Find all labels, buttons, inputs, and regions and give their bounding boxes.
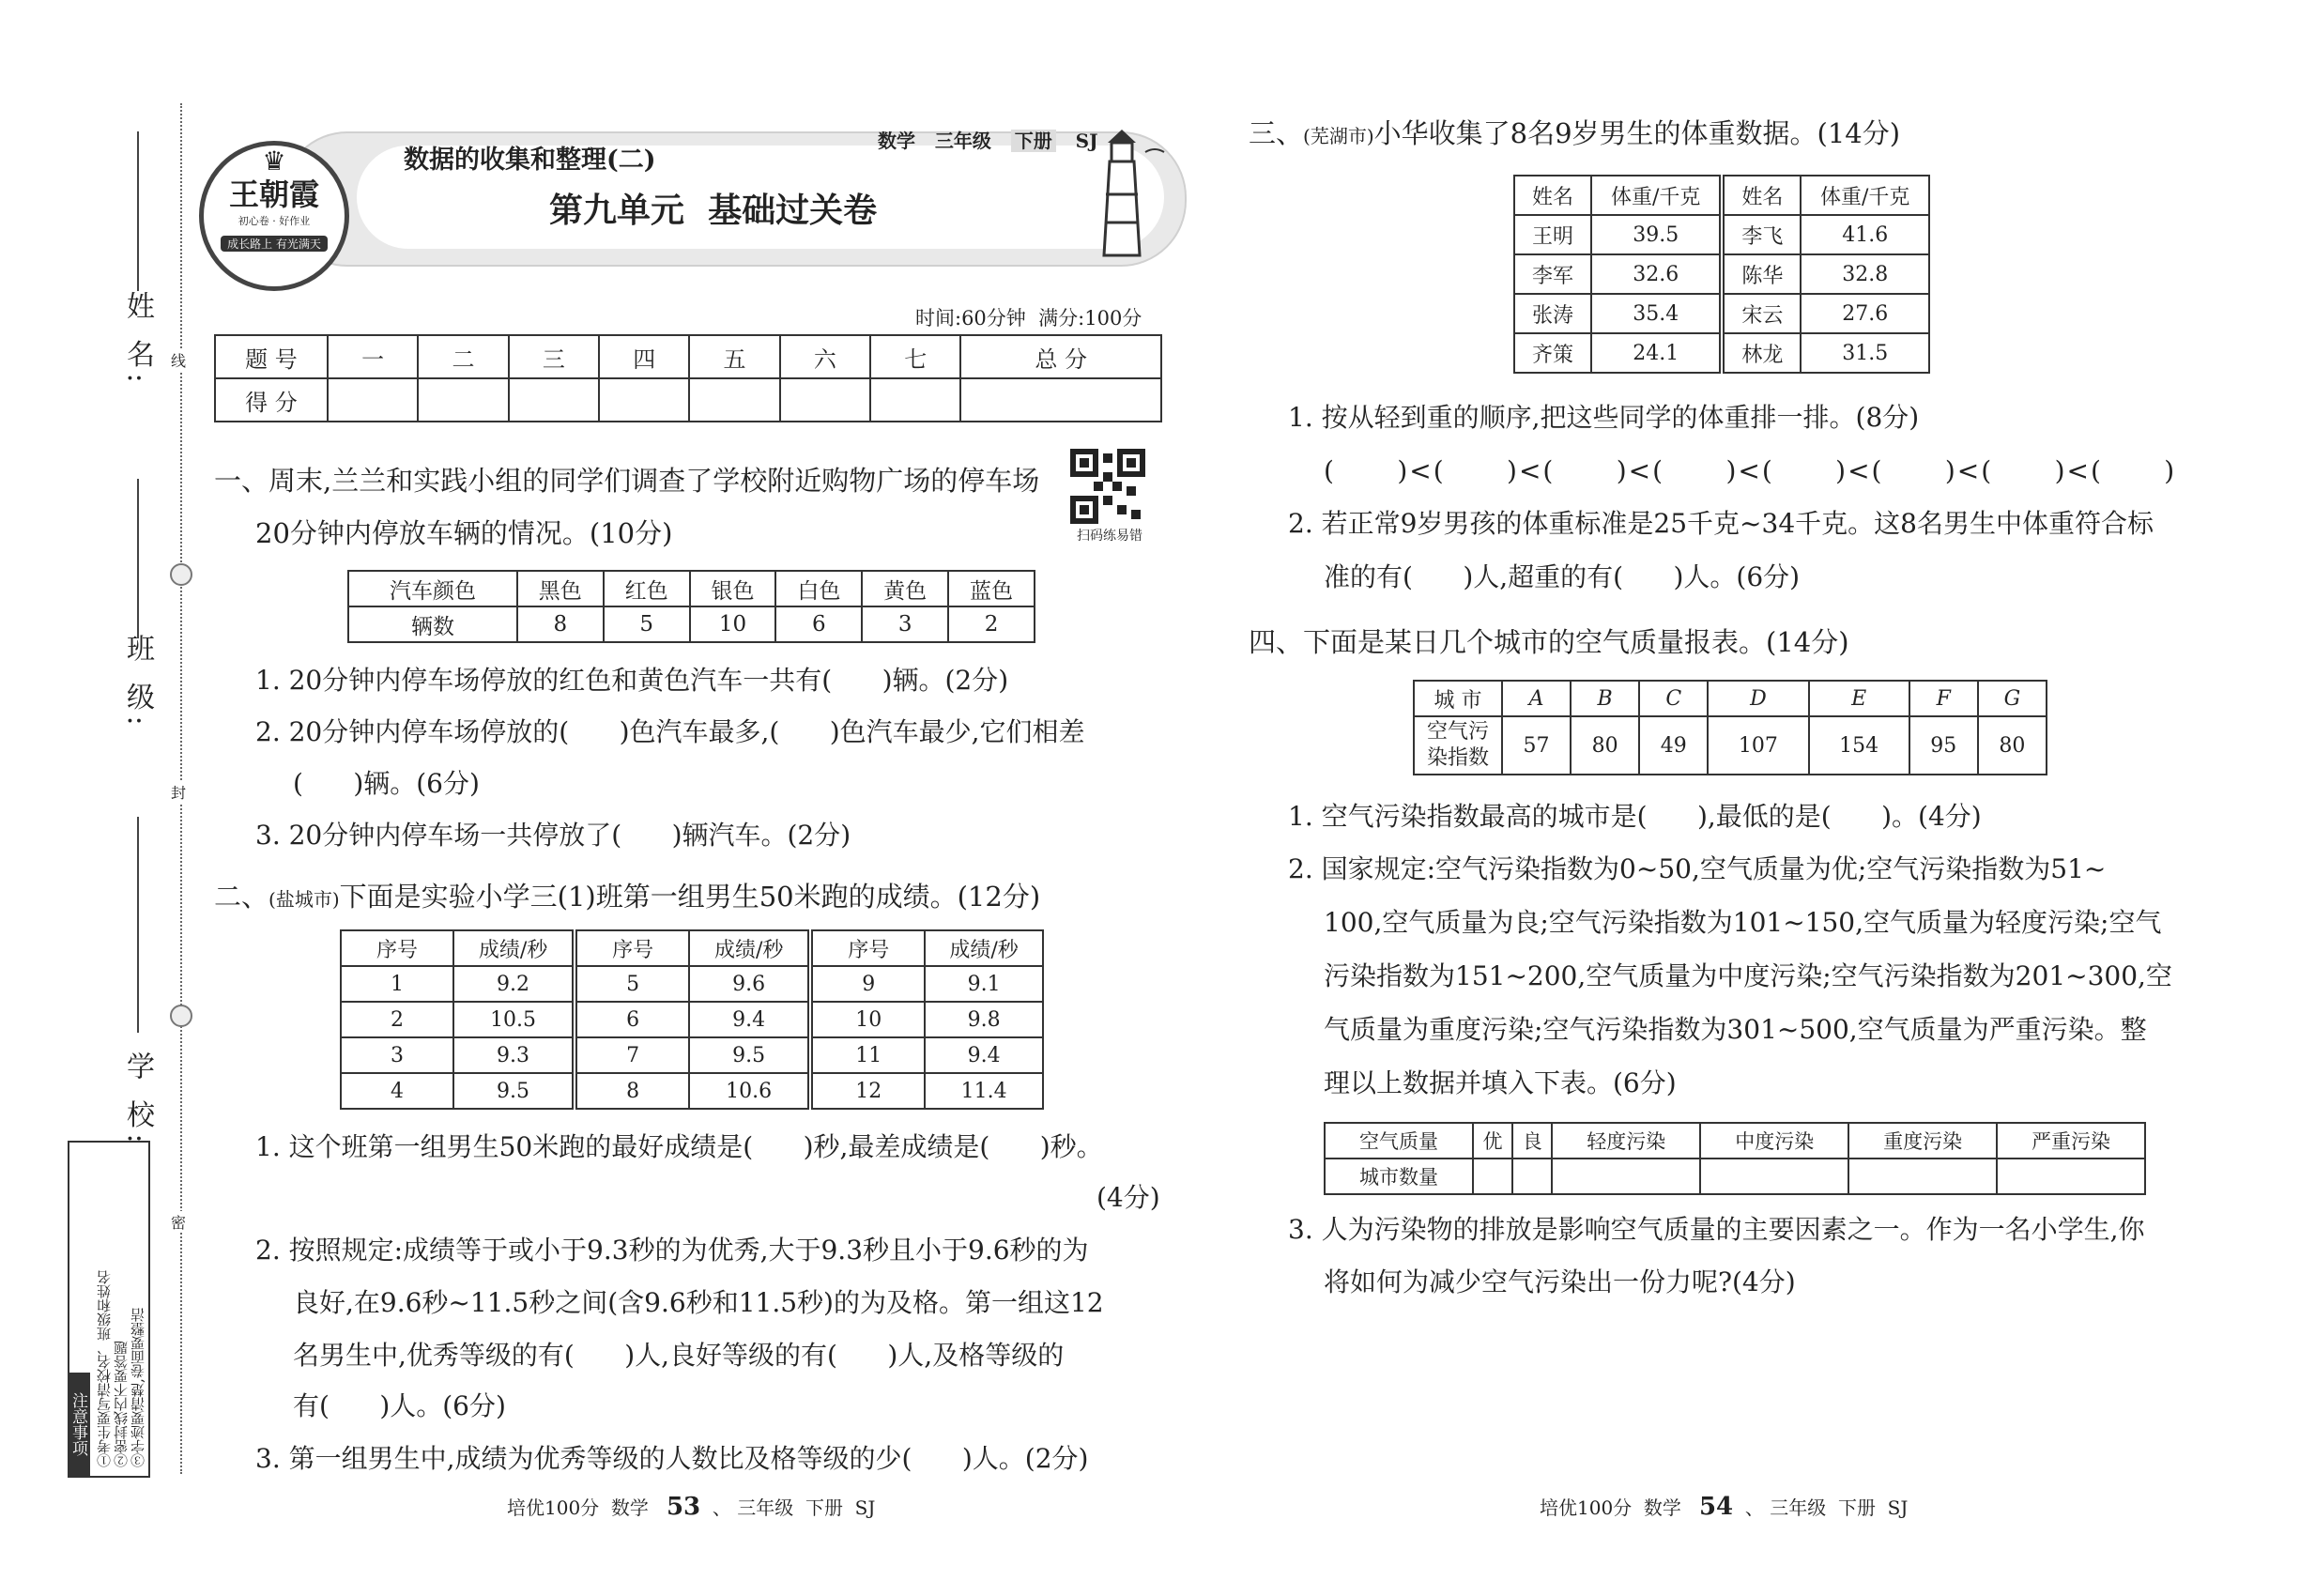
q2-sub2-line3: 名男生中,优秀等级的有( )人,良好等级的有( )人,及格等级的 <box>293 1340 1065 1371</box>
score-table-cell: 五 <box>689 335 779 378</box>
q2-table-row <box>341 1073 1043 1109</box>
meta-edition: SJ <box>1075 130 1098 152</box>
q3-table-cell: 李飞 <box>1722 215 1801 254</box>
q2-table-cell: 成绩/秒 <box>453 930 575 966</box>
q4-fill-row-label: 城市数量 <box>1325 1159 1473 1194</box>
q3-table-cell: 齐策 <box>1514 333 1591 373</box>
q4-sub2-line2: 100,空气质量为良;空气污染指数为101~150,空气质量为轻度污染;空气 <box>1324 907 2162 938</box>
brand-logo-name: 王朝霞 <box>228 176 319 212</box>
q3-table-cell: 27.6 <box>1801 294 1929 333</box>
score-table-cell: 四 <box>599 335 689 378</box>
q4-table-cell: D <box>1708 681 1808 716</box>
q4-fill-header-row <box>1325 1123 2145 1159</box>
q3-intro <box>1249 115 1900 155</box>
brand-logo-motto: 成长路上 有光满天 <box>221 236 328 252</box>
q2-table-cell: 9.4 <box>925 1037 1043 1073</box>
lighthouse-icon <box>1070 124 1173 265</box>
q4-sub2-line4: 气质量为重度污染;空气污染指数为301~500,空气质量为严重污染。整 <box>1324 1014 2147 1045</box>
q4-table-cell: A <box>1502 681 1571 716</box>
score-table-cell: 题 号 <box>215 335 328 378</box>
q4-table-cell: 57 <box>1502 716 1571 775</box>
score-input-cell[interactable] <box>509 378 599 422</box>
q4-row-label-line2: 染指数 <box>1426 746 1489 770</box>
score-table-header-row <box>215 335 1161 378</box>
q3-table-row <box>1514 254 1929 294</box>
q3-intro-text: 小华收集了8名9岁男生的体重数据。(14分) <box>1373 117 1901 149</box>
q1-table-cell: 10 <box>690 606 776 642</box>
q4-fill-input[interactable] <box>1512 1159 1552 1194</box>
class-label: 班 级: <box>121 634 154 731</box>
q3-table-cell: 体重/千克 <box>1591 176 1722 215</box>
q3-table-cell: 31.5 <box>1801 333 1929 373</box>
notice-item-3: ③字迹要清楚,卷面要整洁 <box>130 1308 146 1467</box>
notice-item-2: ②密封线内不要答题 <box>113 1341 130 1467</box>
q3-table-cell: 姓名 <box>1514 176 1591 215</box>
q4-sub2-line1: 2. 国家规定:空气污染指数为0~50,空气质量为优;空气污染指数为51~ <box>1288 853 2107 884</box>
name-underline <box>137 131 139 291</box>
q3-table-cell: 林龙 <box>1722 333 1801 373</box>
q3-table-row <box>1514 215 1929 254</box>
brand-logo-small: 初心卷 · 好作业 <box>238 215 311 227</box>
q1-table-cell: 黄色 <box>862 571 948 606</box>
q2-table-cell: 9 <box>810 966 925 1002</box>
score-input-cell[interactable] <box>689 378 779 422</box>
q2-table-cell: 11.4 <box>925 1073 1043 1109</box>
q2-table-cell: 序号 <box>341 930 453 966</box>
header-meta <box>878 126 1098 153</box>
class-underline <box>137 479 139 638</box>
q4-fill-cell: 中度污染 <box>1700 1123 1848 1159</box>
q2-intro-text: 下面是实验小学三(1)班第一组男生50米跑的成绩。(12分) <box>339 881 1041 913</box>
q2-table-cell: 10 <box>810 1002 925 1037</box>
q3-source: (芜湖市) <box>1303 125 1374 147</box>
q2-intro-prefix: 二、 <box>214 881 269 913</box>
q3-table-row <box>1514 333 1929 373</box>
q1-table-cell: 红色 <box>604 571 690 606</box>
q4-intro: 四、下面是某日几个城市的空气质量报表。(14分) <box>1249 626 1849 658</box>
q4-fill-input[interactable] <box>1848 1159 1997 1194</box>
q4-table-cell: F <box>1909 681 1978 716</box>
q1-table-cell: 3 <box>862 606 948 642</box>
notice-item-1: ①考生要写清校名、班级和姓名 <box>96 1270 113 1467</box>
side-mark-2: 封 <box>171 781 186 803</box>
q3-table-cell: 陈华 <box>1722 254 1801 294</box>
q2-table-row <box>341 1002 1043 1037</box>
footer-left <box>507 1493 875 1521</box>
q4-fill-cell: 良 <box>1512 1123 1552 1159</box>
footer-right-page: 54 <box>1698 1493 1734 1521</box>
score-input-cell[interactable] <box>599 378 689 422</box>
q4-row-label-line1: 空气污 <box>1426 720 1489 744</box>
q2-table-header-row <box>341 930 1043 966</box>
score-table-cell: 一 <box>328 335 418 378</box>
q3-intro-prefix: 三、 <box>1249 117 1304 149</box>
q4-table-cell: E <box>1809 681 1909 716</box>
score-table <box>214 334 1162 422</box>
footer-left-post: 、 三年级 下册 SJ <box>712 1496 876 1519</box>
q1-car-table <box>347 570 1035 643</box>
q3-table-cell: 39.5 <box>1591 215 1722 254</box>
meta-volume: 下册 <box>1011 130 1056 152</box>
q4-table-header-row <box>1414 681 2047 716</box>
q4-fill-cell: 空气质量 <box>1325 1123 1473 1159</box>
q2-sub2-line2: 良好,在9.6秒~11.5秒之间(含9.6秒和11.5秒)的为及格。第一组这12 <box>293 1287 1104 1318</box>
q3-sub2-line1: 2. 若正常9岁男孩的体重标准是25千克~34千克。这8名男生中体重符合标 <box>1288 508 2154 539</box>
q4-fill-cell: 重度污染 <box>1848 1123 1997 1159</box>
qr-code-icon[interactable] <box>1070 449 1145 524</box>
q2-table-cell: 成绩/秒 <box>925 930 1043 966</box>
q4-table-cell: 107 <box>1708 716 1808 775</box>
school-label: 学 校: <box>121 1051 154 1149</box>
q4-row-label <box>1414 716 1502 775</box>
q2-table-cell: 9.2 <box>453 966 575 1002</box>
q3-table-cell: 24.1 <box>1591 333 1722 373</box>
score-input-cell[interactable] <box>960 378 1161 422</box>
q2-table-cell: 1 <box>341 966 453 1002</box>
q4-table-cell: 城 市 <box>1414 681 1502 716</box>
q3-table-cell: 32.6 <box>1591 254 1722 294</box>
q4-sub3-line1: 3. 人为污染物的排放是影响空气质量的主要因素之一。作为一名小学生,你 <box>1288 1214 2145 1245</box>
side-mark-3: 密 <box>171 1211 186 1233</box>
q4-table-cell: C <box>1639 681 1708 716</box>
q2-sub2-line4: 有( )人。(6分) <box>293 1390 506 1421</box>
crown-icon: ♛ <box>262 146 286 176</box>
page-title: 第九单元 基础过关卷 <box>549 191 878 230</box>
q4-sub1: 1. 空气污染指数最高的城市是( ),最低的是( )。(4分) <box>1288 801 1982 832</box>
q2-table-cell: 9.5 <box>453 1073 575 1109</box>
q3-table-cell: 王明 <box>1514 215 1591 254</box>
q1-table-header-row <box>348 571 1035 606</box>
q1-table-cell: 银色 <box>690 571 776 606</box>
q1-sub1: 1. 20分钟内停车场停放的红色和黄色汽车一共有( )辆。(2分) <box>255 665 1009 696</box>
q3-table-cell: 张涛 <box>1514 294 1591 333</box>
q2-table-cell: 3 <box>341 1037 453 1073</box>
score-input-cell[interactable] <box>418 378 508 422</box>
q1-table-cell: 白色 <box>775 571 862 606</box>
q2-table-cell: 10.5 <box>453 1002 575 1037</box>
q2-source: (盐城市) <box>268 888 340 911</box>
q4-sub2-line3: 污染指数为151~200,空气质量为中度污染;空气污染指数为201~300,空 <box>1324 960 2172 991</box>
header-subtitle: 数据的收集和整理(二) <box>404 146 656 175</box>
score-table-cell: 七 <box>870 335 960 378</box>
q4-air-table <box>1413 680 2047 775</box>
q2-sub1-points: (4分) <box>1096 1182 1160 1213</box>
q3-table-cell: 宋云 <box>1722 294 1801 333</box>
q1-table-cell: 5 <box>604 606 690 642</box>
q1-table-cell: 2 <box>948 606 1035 642</box>
meta-subject: 数学 <box>878 130 915 152</box>
q2-table-cell: 成绩/秒 <box>689 930 810 966</box>
q3-table-cell: 32.8 <box>1801 254 1929 294</box>
notice-box <box>68 1141 150 1478</box>
q3-sub2-line2: 准的有( )人,超重的有( )人。(6分) <box>1324 561 1801 592</box>
q2-sub2-line1: 2. 按照规定:成绩等于或小于9.3秒的为优秀,大于9.3秒且小于9.6秒的为 <box>255 1235 1089 1266</box>
q1-intro-line1: 一、周末,兰兰和实践小组的同学们调查了学校附近购物广场的停车场 <box>214 465 1040 497</box>
q2-table-cell: 11 <box>810 1037 925 1073</box>
q1-table-cell: 蓝色 <box>948 571 1035 606</box>
q3-sub1-blanks[interactable]: ( )<( )<( )<( )<( )<( )<( )<( ) <box>1324 455 2177 486</box>
time-info: 时间:60分钟 满分:100分 <box>915 307 1142 330</box>
q2-table-cell: 9.3 <box>453 1037 575 1073</box>
q1-sub2-line2: ( )辆。(6分) <box>293 768 480 799</box>
q2-table-cell: 10.6 <box>689 1073 810 1109</box>
q2-table-row <box>341 966 1043 1002</box>
q2-table-cell: 9.1 <box>925 966 1043 1002</box>
footer-left-pre: 培优100分 数学 <box>507 1496 649 1519</box>
q2-table-cell: 2 <box>341 1002 453 1037</box>
q3-table-cell: 35.4 <box>1591 294 1722 333</box>
footer-left-page: 53 <box>666 1493 701 1521</box>
q1-sub3: 3. 20分钟内停车场一共停放了( )辆汽车。(2分) <box>255 820 851 851</box>
q4-table-cell: 80 <box>1978 716 2047 775</box>
q4-fill-input[interactable] <box>1473 1159 1512 1194</box>
score-row-label: 得 分 <box>215 378 328 422</box>
q3-table-cell: 李军 <box>1514 254 1591 294</box>
q4-fill-input[interactable] <box>1700 1159 1848 1194</box>
q4-fill-input[interactable] <box>1997 1159 2145 1194</box>
q2-score-table <box>340 929 1044 1110</box>
q3-sub1: 1. 按从轻到重的顺序,把这些同学的体重排一排。(8分) <box>1288 402 1920 433</box>
q2-table-cell: 5 <box>575 966 689 1002</box>
q1-table-cell: 8 <box>517 606 604 642</box>
q2-table-cell: 序号 <box>810 930 925 966</box>
q2-table-cell: 9.8 <box>925 1002 1043 1037</box>
q4-table-cell: 80 <box>1571 716 1639 775</box>
q2-table-cell: 9.5 <box>689 1037 810 1073</box>
q2-table-cell: 12 <box>810 1073 925 1109</box>
q4-table-cell: 49 <box>1639 716 1708 775</box>
q4-table-cell: G <box>1978 681 2047 716</box>
q2-table-cell: 9.6 <box>689 966 810 1002</box>
q2-table-row <box>341 1037 1043 1073</box>
q3-weight-table <box>1513 175 1930 374</box>
q2-sub3: 3. 第一组男生中,成绩为优秀等级的人数比及格等级的少( )人。(2分) <box>255 1443 1089 1474</box>
q4-fill-cell: 轻度污染 <box>1552 1123 1700 1159</box>
school-underline <box>137 817 139 1033</box>
q4-table-cell: B <box>1571 681 1639 716</box>
q1-intro-line2: 20分钟内停放车辆的情况。(10分) <box>255 517 673 549</box>
footer-right <box>1540 1493 1908 1521</box>
q4-fill-table <box>1324 1122 2146 1195</box>
q3-table-cell: 体重/千克 <box>1801 176 1929 215</box>
q3-table-row <box>1514 294 1929 333</box>
binding-circle-icon <box>170 563 192 586</box>
q4-sub3-line2: 将如何为减少空气污染出一份力呢?(4分) <box>1324 1266 1796 1297</box>
q2-sub1-line1: 1. 这个班第一组男生50米跑的最好成绩是( )秒,最差成绩是( )秒。 <box>255 1131 1103 1162</box>
q1-table-cell: 辆数 <box>348 606 517 642</box>
q4-table-value-row <box>1414 716 2047 775</box>
q2-table-cell: 7 <box>575 1037 689 1073</box>
q2-table-cell: 9.4 <box>689 1002 810 1037</box>
score-table-cell: 总 分 <box>960 335 1161 378</box>
q2-table-cell: 6 <box>575 1002 689 1037</box>
name-label: 姓 名: <box>121 291 154 389</box>
q4-fill-cell: 严重污染 <box>1997 1123 2145 1159</box>
score-table-cell: 二 <box>418 335 508 378</box>
q1-table-cell: 汽车颜色 <box>348 571 517 606</box>
q2-intro <box>214 878 1040 918</box>
qr-caption: 扫码练易错 <box>1077 529 1142 544</box>
meta-grade: 三年级 <box>934 130 991 152</box>
q3-table-header-row <box>1514 176 1929 215</box>
q1-table-value-row <box>348 606 1035 642</box>
score-table-score-row <box>215 378 1161 422</box>
score-table-cell: 三 <box>509 335 599 378</box>
q4-table-cell: 95 <box>1909 716 1978 775</box>
side-mark-1: 线 <box>171 349 186 371</box>
q1-table-cell: 6 <box>775 606 862 642</box>
q4-fill-input[interactable] <box>1552 1159 1700 1194</box>
q4-fill-cell: 优 <box>1473 1123 1512 1159</box>
score-input-cell[interactable] <box>870 378 960 422</box>
q3-table-cell: 41.6 <box>1801 215 1929 254</box>
footer-right-pre: 培优100分 数学 <box>1540 1496 1681 1519</box>
q3-table-cell: 姓名 <box>1722 176 1801 215</box>
q2-table-cell: 8 <box>575 1073 689 1109</box>
q2-table-cell: 4 <box>341 1073 453 1109</box>
q4-fill-answer-row <box>1325 1159 2145 1194</box>
q1-sub2-line1: 2. 20分钟内停车场停放的( )色汽车最多,( )色汽车最少,它们相差 <box>255 716 1085 747</box>
q4-sub2-line5: 理以上数据并填入下表。(6分) <box>1324 1067 1677 1098</box>
score-table-cell: 六 <box>780 335 870 378</box>
binding-circle-icon <box>170 1005 192 1027</box>
q4-table-cell: 154 <box>1809 716 1909 775</box>
score-input-cell[interactable] <box>780 378 870 422</box>
notice-title: 注意事项 <box>69 1373 90 1476</box>
footer-right-post: 、 三年级 下册 SJ <box>1744 1496 1909 1519</box>
brand-logo <box>199 141 349 291</box>
score-input-cell[interactable] <box>328 378 418 422</box>
q1-table-cell: 黑色 <box>517 571 604 606</box>
q2-table-cell: 序号 <box>575 930 689 966</box>
